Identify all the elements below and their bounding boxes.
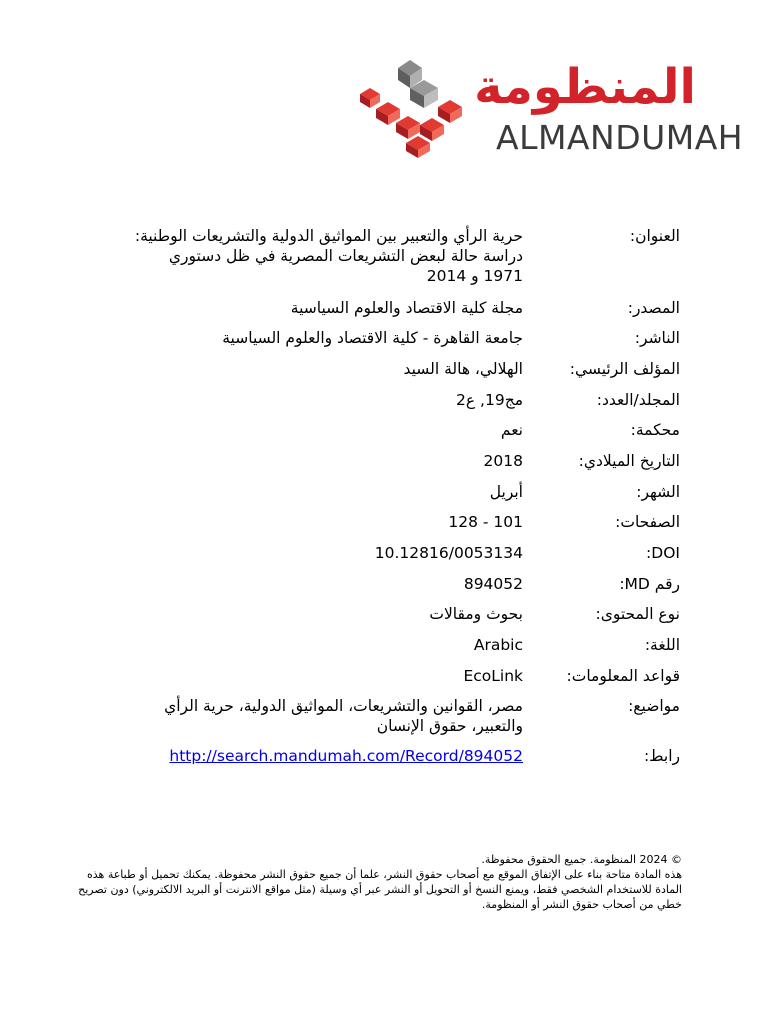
doi-value: 10.12816/0053134 bbox=[374, 544, 523, 562]
author-value: الهلالي، هالة السيد bbox=[403, 360, 523, 378]
title-value: حرية الرأي والتعبير بين المواثيق الدولية والتشريعات الوطنية: دراسة حالة لبعض التشريعات المصرية في ظل دستوري 1971 و 2014 bbox=[134, 227, 523, 285]
month-value: أبريل bbox=[489, 483, 523, 501]
volume-value: مج19, ع2 bbox=[455, 391, 523, 409]
content-type-label: نوع المحتوى: bbox=[595, 605, 680, 623]
doi-label: DOI: bbox=[646, 544, 680, 562]
topics-value: مصر، القوانين والتشريعات، المواثيق الدولية، حرية الرأي والتعبير، حقوق الإنسان bbox=[164, 697, 523, 735]
copyright-line: © 2024 المنظومة. جميع الحقوق محفوظة. bbox=[481, 853, 682, 866]
language-label: اللغة: bbox=[644, 636, 680, 654]
databases-value: EcoLink bbox=[463, 667, 523, 685]
volume-label: المجلد/العدد: bbox=[596, 391, 680, 409]
link-value bbox=[133, 746, 523, 766]
month-label: الشهر: bbox=[636, 483, 680, 501]
pages-label: الصفحات: bbox=[615, 513, 680, 531]
title-label: العنوان: bbox=[629, 227, 680, 245]
source-label: المصدر: bbox=[627, 299, 680, 317]
publisher-value: جامعة القاهرة - كلية الاقتصاد والعلوم السياسية bbox=[222, 329, 523, 347]
link-label: رابط: bbox=[643, 747, 680, 765]
language-value: Arabic bbox=[473, 636, 523, 654]
peer-reviewed-label: محكمة: bbox=[630, 421, 680, 439]
logo-arabic-wordmark: المنظومة bbox=[474, 59, 696, 115]
year-value: 2018 bbox=[483, 452, 523, 470]
topics-label: مواضيع: bbox=[628, 697, 680, 715]
md-number-label: رقم MD: bbox=[619, 575, 680, 593]
author-label: المؤلف الرئيسي: bbox=[569, 360, 680, 378]
almandumah-logo bbox=[358, 58, 744, 158]
peer-reviewed-value: نعم bbox=[500, 421, 523, 439]
content-type-value: بحوث ومقالات bbox=[429, 605, 523, 623]
record-link[interactable]: http://search.mandumah.com/Record/894052 bbox=[169, 747, 523, 765]
year-label: التاريخ الميلادي: bbox=[578, 452, 680, 470]
copyright-footer bbox=[70, 852, 682, 912]
publisher-label: الناشر: bbox=[634, 329, 680, 347]
diamond-cubes-icon bbox=[358, 58, 488, 158]
usage-notice: هذه المادة متاحة بناء على الإتفاق الموقع مع أصحاب حقوق النشر، علما أن جميع حقوق النشر محفوظة. يمكنك تحميل أو طباعة هذه المادة للاستخدام الشخصي فقط، ويمنع النسخ أو التحويل أو النشر عبر أي وسيلة (مثل مواقع الانترنت أو البريد الالكتروني) دون تصريح خطي من أصحاب حقوق النشر أو المنظومة. bbox=[78, 868, 682, 911]
pages-value: 101 - 128 bbox=[448, 513, 523, 531]
md-number-value: 894052 bbox=[463, 575, 523, 593]
source-value: مجلة كلية الاقتصاد والعلوم السياسية bbox=[290, 299, 523, 317]
databases-label: قواعد المعلومات: bbox=[566, 667, 680, 685]
logo-latin-wordmark: ALMANDUMAH bbox=[496, 118, 744, 157]
